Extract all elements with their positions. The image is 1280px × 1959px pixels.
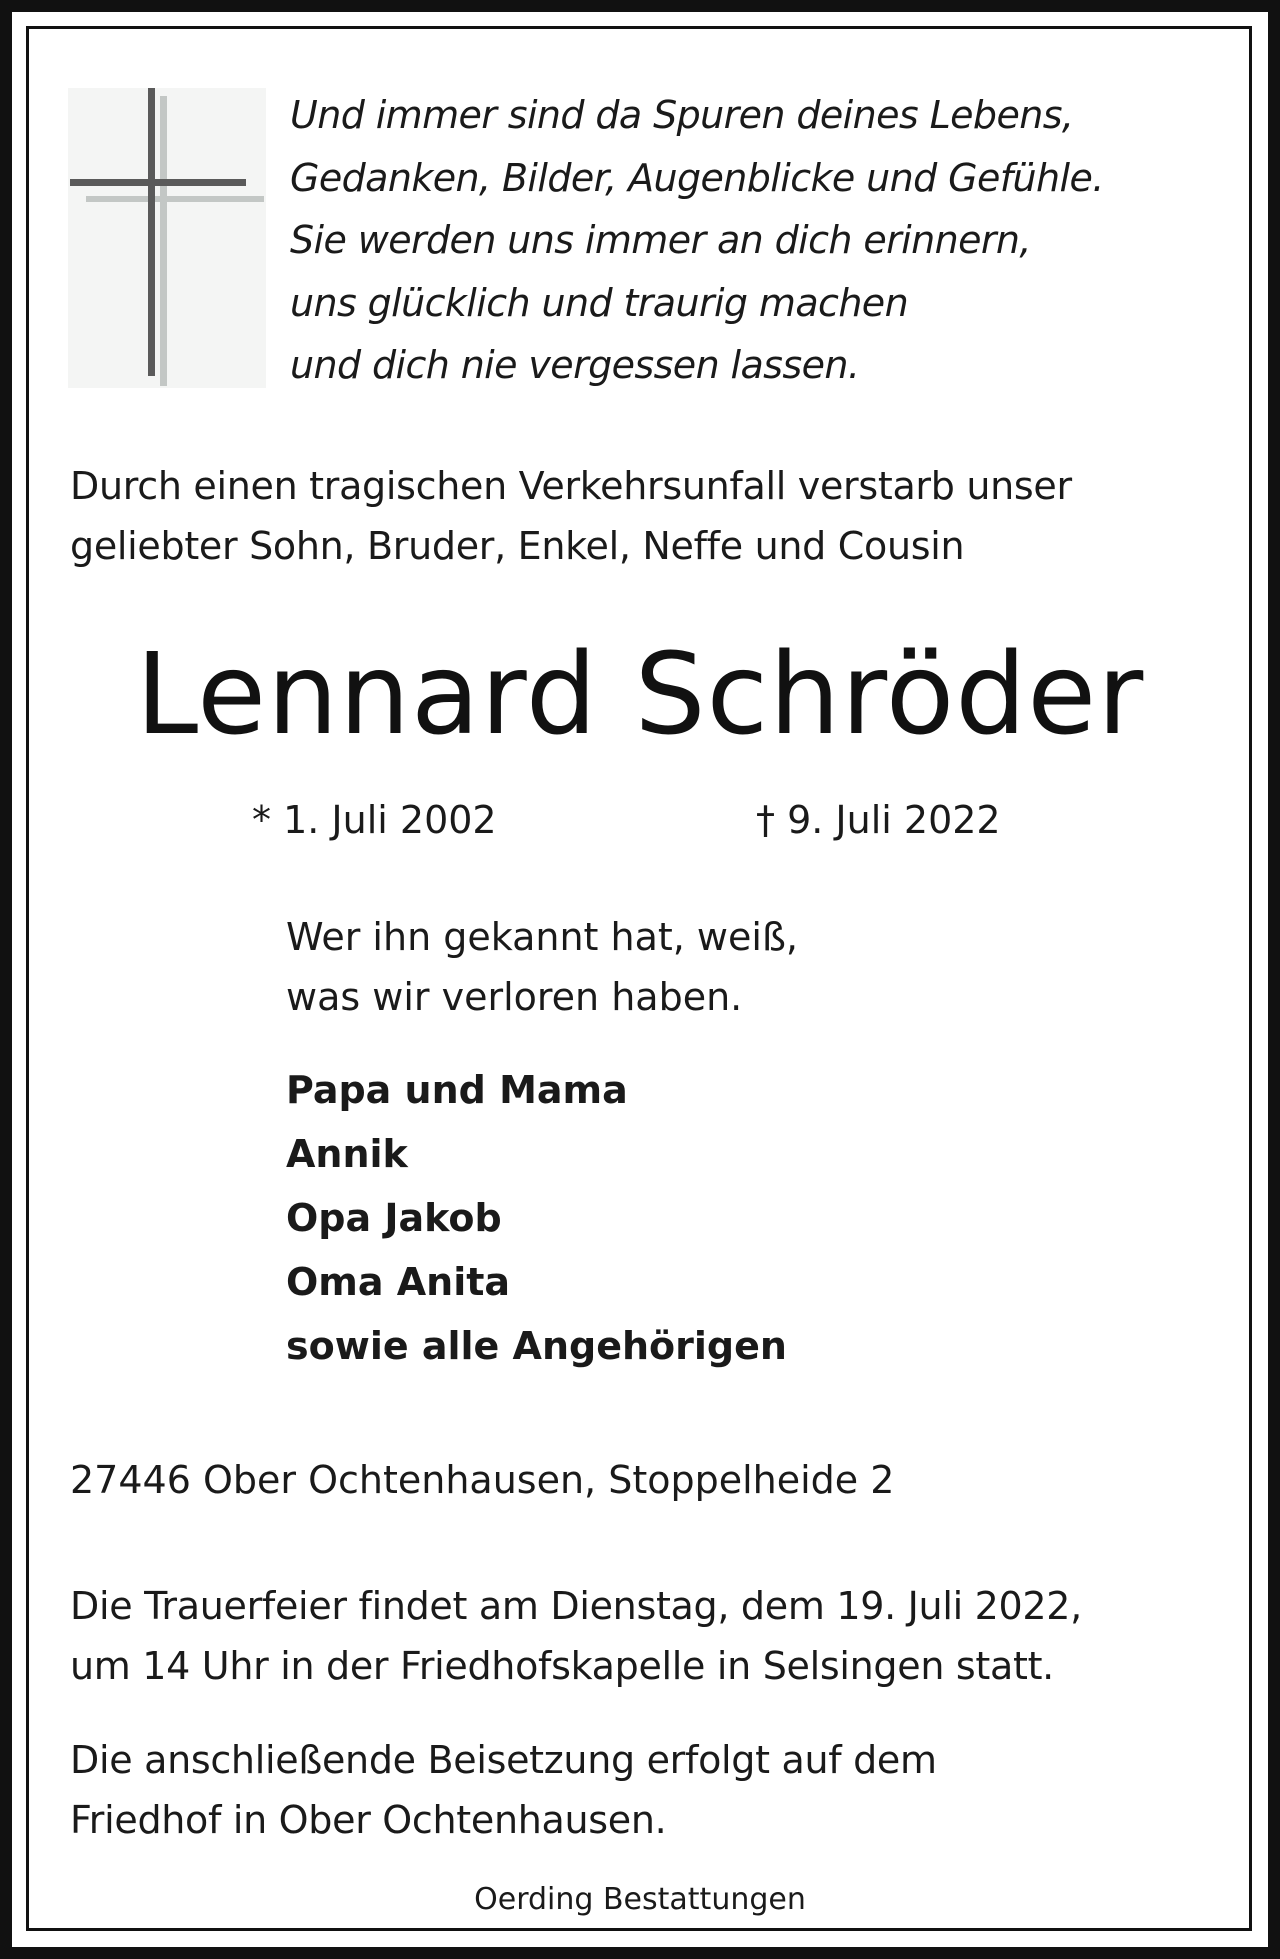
verse-line: was wir verloren haben. [286, 975, 743, 1019]
verse-line: Wer ihn gekannt hat, weiß, [286, 915, 798, 959]
burial-line: Die anschließende Beisetzung erfolgt auf dem [70, 1738, 937, 1782]
poem-line: Sie werden uns immer an dich erinnern, [290, 218, 1031, 262]
deceased-name: Lennard Schröder [135, 630, 1145, 760]
mourner: sowie alle Angehörigen [286, 1324, 787, 1368]
intro-line: Durch einen tragischen Verkehrsunfall verstarb unser [70, 464, 1072, 508]
poem-line: und dich nie vergessen lassen. [290, 343, 860, 387]
verse [286, 907, 798, 1027]
undertaker-name: Oerding Bestattungen [474, 1882, 806, 1917]
poem-line: Gedanken, Bilder, Augenblicke und Gefühle. [290, 155, 1104, 200]
death-date: † 9. Juli 2022 [756, 798, 1001, 842]
poem-line: Und immer sind da Spuren deines Lebens, [290, 93, 1074, 137]
mourner: Papa und Mama [286, 1068, 628, 1112]
poem [290, 84, 1250, 397]
intro-text [70, 456, 1072, 576]
mourner: Annik [286, 1132, 408, 1176]
address: 27446 Ober Ochtenhausen, Stoppelheide 2 [70, 1458, 895, 1502]
intro-line: geliebter Sohn, Bruder, Enkel, Neffe und Cousin [70, 524, 965, 568]
cross-icon [68, 88, 266, 388]
mourner: Oma Anita [286, 1260, 511, 1304]
burial-line: Friedhof in Ober Ochtenhausen. [70, 1798, 667, 1842]
mourner: Opa Jakob [286, 1196, 502, 1240]
poem-line: uns glücklich und traurig machen [290, 280, 909, 325]
service-info [70, 1576, 1082, 1696]
service-line: um 14 Uhr in der Friedhofskapelle in Selsingen statt. [70, 1644, 1054, 1688]
burial-info [70, 1730, 937, 1850]
mourners-list [286, 1058, 787, 1378]
service-line: Die Trauerfeier findet am Dienstag, dem 19. Juli 2022, [70, 1584, 1082, 1628]
birth-date: * 1. Juli 2002 [252, 798, 497, 842]
